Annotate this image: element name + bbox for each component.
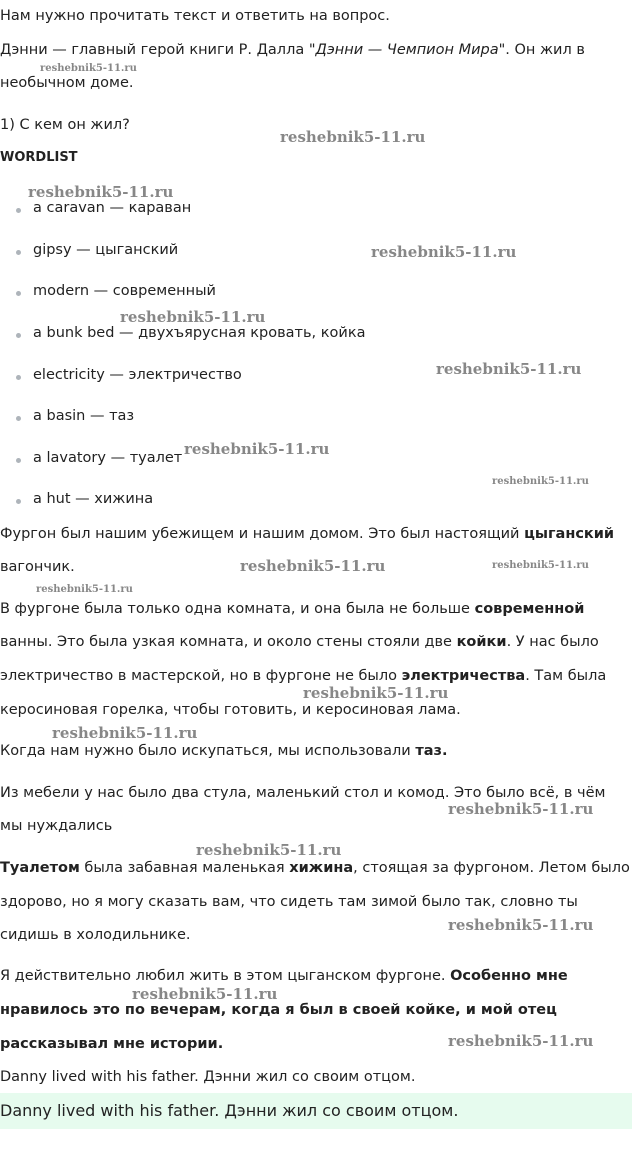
text-line — [0, 524, 614, 544]
text-line: сидишь в холодильнике. — [0, 927, 191, 943]
bullet-icon — [16, 458, 21, 463]
text-line: мы нуждались — [0, 818, 113, 834]
watermark: reshebnik5-11.ru — [28, 183, 174, 201]
context-line-2: необычном доме. — [0, 75, 134, 91]
bullet-icon — [16, 416, 21, 421]
text-span: Фургон был нашим убежищем и нашим домом. Это был настоящий — [0, 526, 525, 542]
bold-word: таз. — [415, 743, 448, 759]
text-line — [0, 599, 584, 619]
text-line — [0, 741, 447, 761]
watermark: reshebnik5-11.ru — [448, 800, 594, 818]
watermark: reshebnik5-11.ru — [52, 724, 198, 742]
context-line-1 — [0, 40, 585, 60]
watermark: reshebnik5-11.ru — [436, 360, 582, 378]
answer-highlight-text: Danny lived with his father. Дэнни жил со своим отцом. — [0, 1101, 459, 1120]
context-text: Дэнни — главный герой книги Р. Далла — [0, 42, 309, 58]
bullet-icon — [16, 208, 21, 213]
text-line: керосиновая горелка, чтобы готовить, и керосиновая лама. — [0, 702, 461, 718]
watermark: reshebnik5-11.ru — [492, 560, 589, 571]
bold-word: электричества — [401, 668, 526, 684]
wordlist-item: a caravan — караван — [33, 200, 192, 216]
wordlist-item: electricity — электричество — [33, 367, 242, 383]
bold-word: современной — [474, 601, 585, 617]
intro-text: Нам нужно прочитать текст и ответить на вопрос. — [0, 8, 390, 24]
wordlist-item: modern — современный — [33, 283, 216, 299]
text-line: здорово, но я могу сказать вам, что сидеть там зимой было так, словно ты — [0, 894, 578, 910]
text-line — [0, 632, 599, 652]
wordlist-item: a bunk bed — двухъярусная кровать, койка — [33, 325, 366, 341]
watermark: reshebnik5-11.ru — [36, 584, 133, 595]
watermark: reshebnik5-11.ru — [371, 243, 517, 261]
bullet-icon — [16, 499, 21, 504]
watermark: reshebnik5-11.ru — [280, 128, 426, 146]
bullet-icon — [16, 333, 21, 338]
context-text: . Он жил в — [505, 42, 585, 58]
text-span: Когда нам нужно было искупаться, мы использовали — [0, 743, 416, 759]
text-span: . Там была — [525, 668, 607, 684]
answer-plain: Danny lived with his father. Дэнни жил со своим отцом. — [0, 1069, 416, 1085]
wordlist-title: WORDLIST — [0, 150, 78, 165]
bold-word: Туалетом — [0, 860, 80, 876]
watermark: reshebnik5-11.ru — [448, 1032, 594, 1050]
watermark: reshebnik5-11.ru — [448, 916, 594, 934]
wordlist-item: gipsy — цыганский — [33, 242, 179, 258]
watermark: reshebnik5-11.ru — [492, 476, 589, 487]
answer-highlight-box — [0, 1093, 632, 1129]
watermark: reshebnik5-11.ru — [303, 684, 449, 702]
text-span: Я действительно любил жить в этом цыганском фургоне. — [0, 968, 451, 984]
text-line: рассказывал мне истории. — [0, 1036, 224, 1052]
wordlist-item: a hut — хижина — [33, 491, 154, 507]
watermark: reshebnik5-11.ru — [40, 63, 137, 74]
text-line — [0, 858, 630, 878]
watermark: reshebnik5-11.ru — [132, 985, 278, 1003]
bold-word: цыганский — [524, 526, 615, 542]
text-line — [0, 966, 568, 986]
watermark: reshebnik5-11.ru — [196, 841, 342, 859]
bullet-icon — [16, 291, 21, 296]
watermark: reshebnik5-11.ru — [240, 557, 386, 575]
text-span: , стоящая за фургоном. Летом было — [353, 860, 630, 876]
text-line: нравилось это по вечерам, когда я был в своей койке, и мой отец — [0, 1002, 557, 1018]
watermark: reshebnik5-11.ru — [120, 308, 266, 326]
text-span: . У нас было — [506, 634, 599, 650]
bold-word: Особенно мне — [450, 968, 568, 984]
watermark: reshebnik5-11.ru — [184, 440, 330, 458]
bold-word: койки — [456, 634, 507, 650]
text-line — [0, 666, 606, 686]
wordlist-item: a lavatory — туалет — [33, 450, 183, 466]
text-span: ванны. Это была узкая комната, и около стены стояли две — [0, 634, 457, 650]
bold-word: хижина — [289, 860, 354, 876]
text-span: была забавная маленькая — [79, 860, 290, 876]
bullet-icon — [16, 250, 21, 255]
text-line: вагончик. — [0, 559, 75, 575]
text-line: Из мебели у нас было два стула, маленький стол и комод. Это было всё, в чём — [0, 785, 606, 801]
wordlist-item: a basin — таз — [33, 408, 135, 424]
book-title: "Дэнни — Чемпион Мира" — [308, 42, 506, 58]
text-span: электричество в мастерской, но в фургоне не было — [0, 668, 402, 684]
text-span: В фургоне была только одна комната, и она была не больше — [0, 601, 475, 617]
bullet-icon — [16, 375, 21, 380]
question: 1) С кем он жил? — [0, 117, 130, 133]
